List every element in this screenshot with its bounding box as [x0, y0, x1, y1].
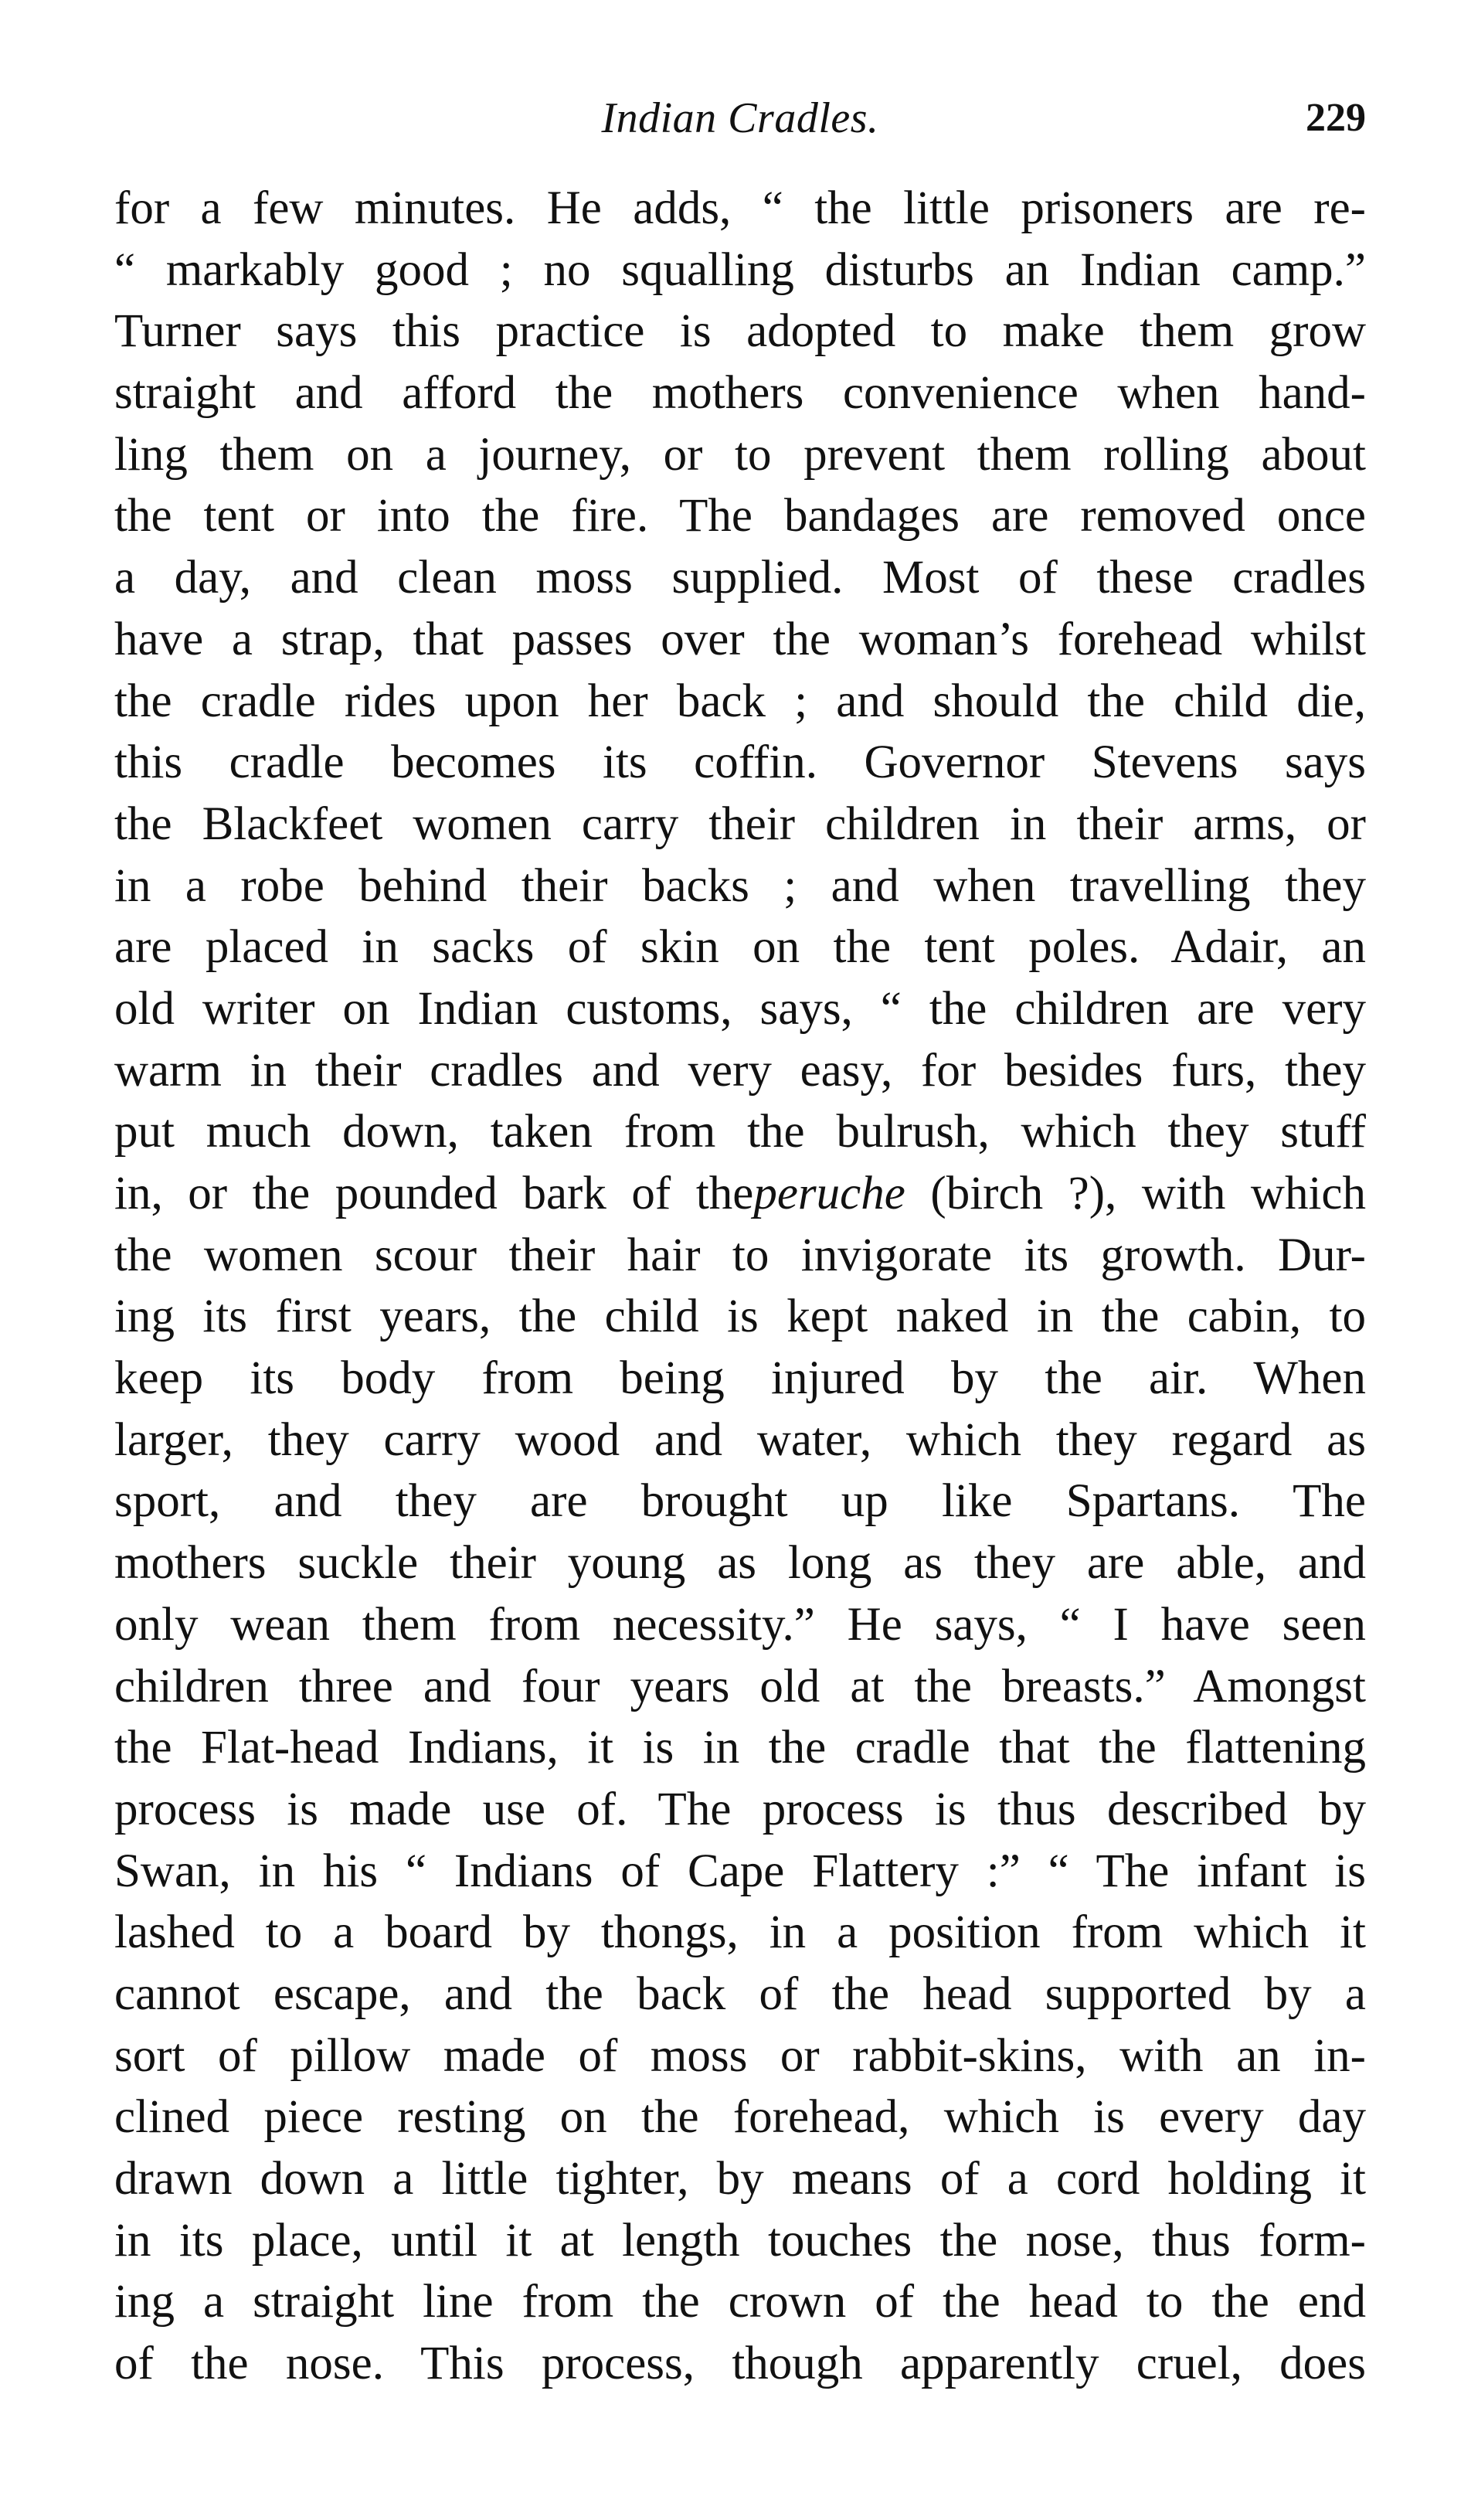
text-segment: in, or the pounded bark of the	[114, 1168, 754, 1219]
text-line: warm in their cradles and very easy, for besides furs, they	[114, 1044, 1366, 1097]
text-line: Turner says this practice is adopted to make them grow	[114, 305, 1366, 358]
text-line: Swan, in his “ Indians of Cape Flattery :” “ The infant is	[114, 1845, 1366, 1897]
page-number: 229	[1306, 96, 1366, 140]
text-segment: (birch ?), with which	[905, 1168, 1366, 1219]
text-line: keep its body from being injured by the air. When	[114, 1352, 1366, 1405]
text-line: ling them on a journey, or to prevent them rolling about	[114, 428, 1366, 481]
text-line: ing a straight line from the crown of the head to the end	[114, 2276, 1366, 2328]
text-line: children three and four years old at the breasts.” Amongst	[114, 1660, 1366, 1712]
text-line: this cradle becomes its coffin. Governor Stevens says	[114, 736, 1366, 789]
text-line: the Blackfeet women carry their children in their arms, or	[114, 797, 1366, 850]
text-line: sport, and they are brought up like Spartans. The	[114, 1475, 1366, 1528]
text-line: have a strap, that passes over the woman’s forehead whilst	[114, 613, 1366, 665]
text-line: are placed in sacks of skin on the tent poles. Adair, an	[114, 921, 1366, 974]
text-line: straight and afford the mothers convenience when hand-	[114, 367, 1366, 420]
text-line: the cradle rides upon her back ; and should the child die,	[114, 675, 1366, 727]
running-title: Indian Cradles.	[601, 94, 879, 142]
text-line	[114, 1163, 1366, 1225]
text-line: of the nose. This process, though apparently cruel, does	[114, 2338, 1366, 2390]
text-line: the Flat-head Indians, it is in the cradle that the flattening	[114, 1722, 1366, 1774]
text-line: drawn down a little tighter, by means of a cord holding it	[114, 2153, 1366, 2205]
text-line: cannot escape, and the back of the head supported by a	[114, 1967, 1366, 2020]
text-line: in its place, until it at length touches the nose, thus form-	[114, 2214, 1366, 2267]
text-line: put much down, taken from the bulrush, which they stuff	[114, 1106, 1366, 1158]
text-line: old writer on Indian customs, says, “ the children are very	[114, 982, 1366, 1035]
text-line: the tent or into the fire. The bandages are removed once	[114, 490, 1366, 542]
text-line: process is made use of. The process is thus described by	[114, 1783, 1366, 1835]
text-line: “ markably good ; no squalling disturbs an Indian camp.”	[114, 243, 1366, 296]
text-line: mothers suckle their young as long as they are able, and	[114, 1537, 1366, 1590]
text-line: ing its first years, the child is kept naked in the cabin, to	[114, 1291, 1366, 1343]
text-line: in a robe behind their backs ; and when travelling they	[114, 859, 1366, 912]
running-head	[114, 91, 1366, 153]
text-line: only wean them from necessity.” He says, “ I have seen	[114, 1598, 1366, 1651]
text-line: for a few minutes. He adds, “ the little prisoners are re-	[114, 182, 1366, 234]
italic-word: peruche	[753, 1168, 905, 1219]
text-line: the women scour their hair to invigorate its growth. Dur-	[114, 1229, 1366, 1281]
text-line: larger, they carry wood and water, which they regard as	[114, 1413, 1366, 1466]
text-line: lashed to a board by thongs, in a position from which it	[114, 1906, 1366, 1959]
text-line: a day, and clean moss supplied. Most of these cradles	[114, 552, 1366, 604]
text-line: clined piece resting on the forehead, which is every day	[114, 2091, 1366, 2144]
body-paragraph	[114, 178, 1366, 2395]
text-line: sort of pillow made of moss or rabbit-skins, with an in-	[114, 2029, 1366, 2082]
